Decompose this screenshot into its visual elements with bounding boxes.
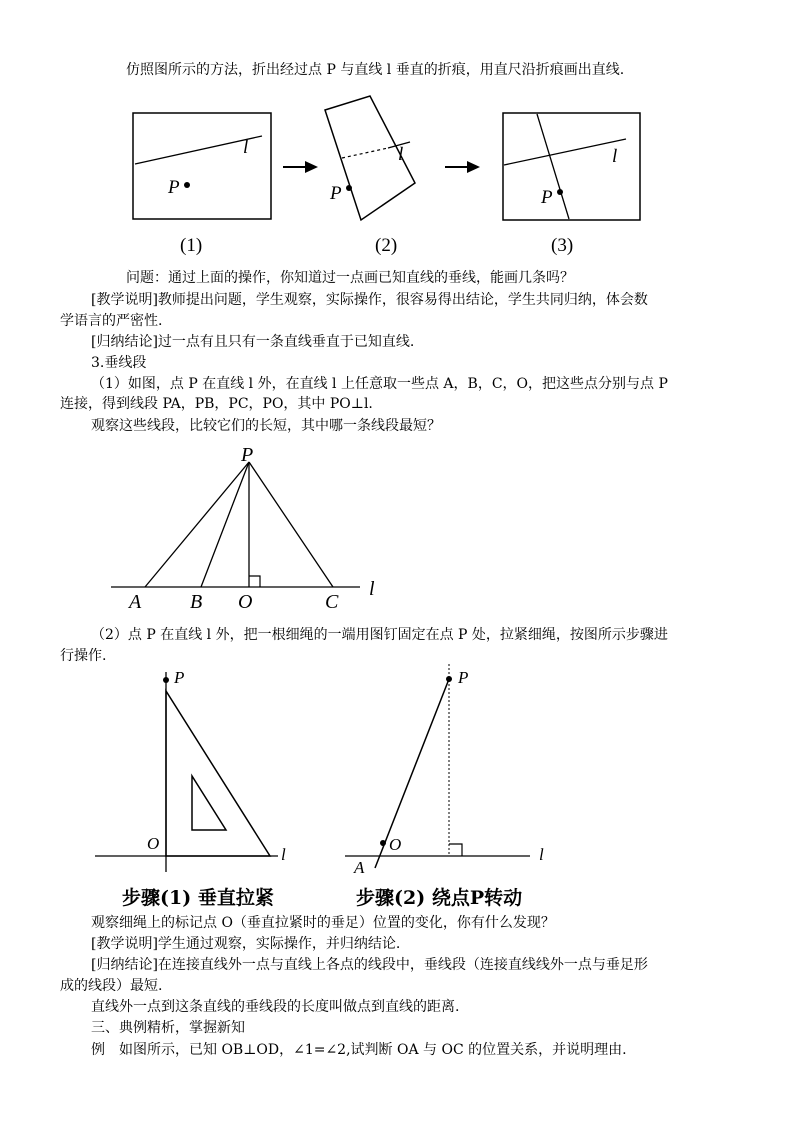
caption-2: (2) — [375, 235, 398, 256]
label-p-right: P — [458, 668, 469, 687]
caption-1: (1) — [180, 235, 203, 256]
intro-text: 仿照图所示的方法，折出经过点 P 与直线 l 垂直的折痕，用直尺沿折痕画出直线. — [126, 62, 625, 78]
observe-2: 观察细绳上的标记点 O（垂直拉紧时的垂足）位置的变化，你有什么发现？ — [91, 915, 555, 931]
label-a: A — [129, 591, 142, 613]
conclusion-2-line-2: 成的线段）最短. — [60, 978, 163, 994]
label-p-2: P — [330, 183, 342, 204]
label-a-right: A — [354, 858, 365, 877]
para-2-line-1: （2）点 P 在直线 l 外，把一根细绳的一端用图钉固定在点 P 处，拉紧细绳，按图所示步骤进 — [91, 627, 668, 643]
label-l-1: l — [243, 137, 249, 158]
point-p-right — [446, 676, 452, 682]
label-p-3: P — [541, 187, 553, 208]
point-p-left — [163, 677, 169, 683]
label-l-2: l — [398, 144, 404, 165]
label-l-left: l — [281, 845, 286, 864]
point-o-right — [380, 840, 386, 846]
teacher-note-2: [教学说明]学生通过观察，实际操作，并归纳结论. — [91, 936, 401, 952]
label-b: B — [190, 591, 203, 613]
label-p-1: P — [168, 177, 180, 198]
caption-step-2: 步骤(2) 绕点P转动 — [356, 887, 523, 909]
label-l-right: l — [539, 845, 544, 864]
para-1-line-2: 连接，得到线段 PA，PB，PC，PO，其中 PO⊥l. — [60, 396, 373, 412]
observe-1: 观察这些线段，比较它们的长短，其中哪一条线段最短？ — [91, 418, 441, 434]
conclusion-1: [归纳结论]过一点有且只有一条直线垂直于已知直线. — [91, 334, 415, 350]
label-o: O — [238, 591, 253, 613]
label-o-left: O — [147, 834, 160, 853]
set-square-outer — [166, 691, 270, 856]
example-text: 例 如图所示，已知 OB⊥OD，∠1=∠2,试判断 OA 与 OC 的位置关系，并说明理由. — [91, 1042, 627, 1058]
caption-3: (3) — [551, 235, 574, 256]
string-line — [375, 679, 449, 868]
label-l: l — [369, 578, 375, 600]
para-2-line-2: 行操作. — [60, 648, 107, 664]
label-c: C — [325, 591, 339, 613]
label-p: P — [241, 444, 254, 466]
teacher-note-1-line-2: 学语言的严密性. — [60, 313, 163, 329]
label-l-3: l — [612, 146, 618, 167]
question-text: 问题：通过上面的操作，你知道过一点画已知直线的垂线，能画几条吗？ — [126, 270, 574, 286]
para-1-line-1: （1）如图，点 P 在直线 l 外，在直线 l 上任意取一些点 A，B，C，O，把这些点分别与点 P — [91, 376, 668, 392]
label-o-right: O — [389, 835, 402, 854]
section-three-heading: 三、典例精析，掌握新知 — [91, 1020, 245, 1036]
right-angle-mark-right — [449, 844, 462, 856]
teacher-note-1-line-1: [教学说明]教师提出问题，学生观察，实际操作，很容易得出结论，学生共同归纳，体会数 — [91, 292, 648, 308]
distance-definition: 直线外一点到这条直线的垂线段的长度叫做点到直线的距离. — [91, 999, 460, 1015]
caption-step-1: 步骤(1) 垂直拉紧 — [122, 887, 274, 909]
set-square-inner — [192, 776, 226, 830]
conclusion-2-line-1: [归纳结论]在连接直线外一点与直线上各点的线段中，垂线段（连接直线线外一点与垂足形 — [91, 957, 648, 973]
section-3-heading: 3.垂线段 — [91, 355, 147, 371]
label-p-left: P — [174, 668, 185, 687]
